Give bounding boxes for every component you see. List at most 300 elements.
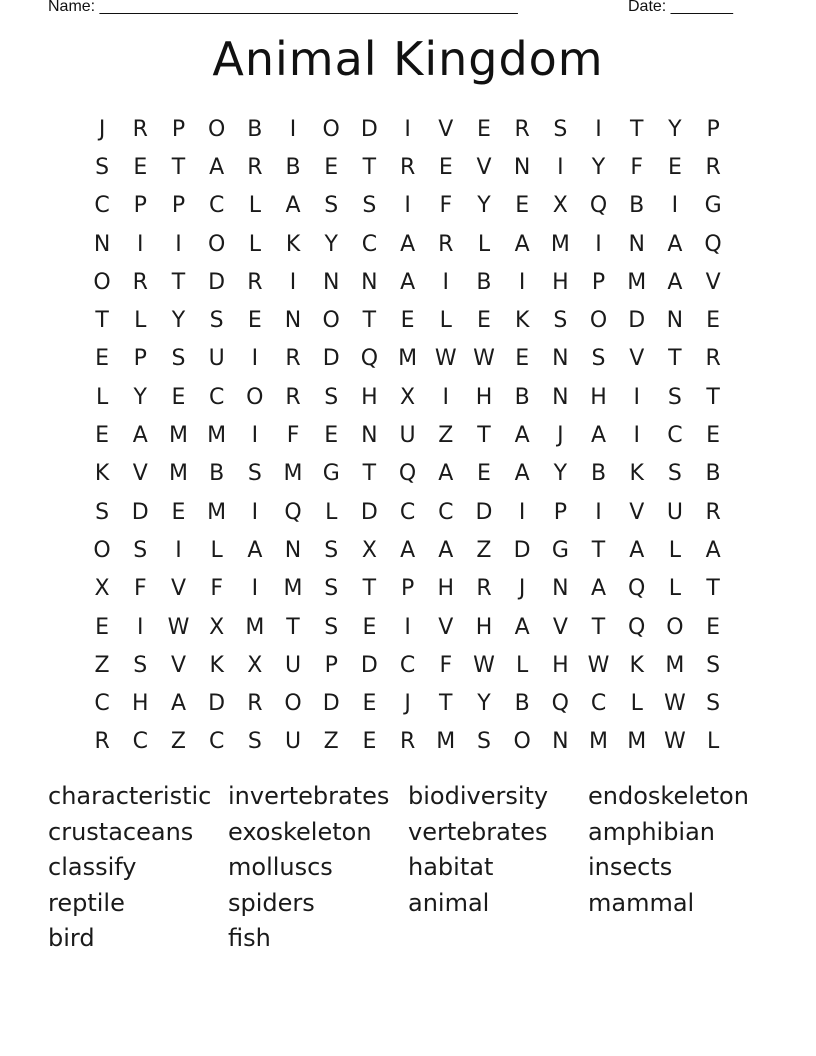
grid-letter: A bbox=[209, 154, 225, 180]
grid-letter: S bbox=[324, 614, 339, 640]
grid-letter: P bbox=[171, 116, 186, 142]
grid-letter: E bbox=[171, 499, 186, 525]
grid-letter: C bbox=[94, 193, 110, 219]
grid-letter: M bbox=[168, 423, 188, 449]
grid-letter: I bbox=[404, 193, 411, 219]
grid-letter: N bbox=[284, 537, 302, 563]
grid-letter: X bbox=[400, 384, 416, 410]
grid-letter: N bbox=[93, 231, 111, 257]
grid-letter: I bbox=[518, 269, 526, 295]
grid-letter: F bbox=[286, 423, 300, 449]
grid-letter: K bbox=[629, 461, 644, 487]
grid-letter: O bbox=[284, 691, 302, 717]
grid-letter: A bbox=[400, 269, 416, 295]
grid-letter: K bbox=[209, 652, 224, 678]
grid-letter: S bbox=[667, 461, 682, 487]
grid-letter: E bbox=[706, 614, 721, 640]
grid-letter: F bbox=[210, 576, 223, 602]
grid-letter: C bbox=[667, 423, 683, 449]
grid-letter: A bbox=[667, 269, 683, 295]
grid-letter: N bbox=[284, 308, 302, 334]
grid-letter: K bbox=[285, 231, 301, 257]
grid-letter: N bbox=[552, 384, 569, 410]
grid-letter: Z bbox=[170, 729, 186, 755]
grid-letter: D bbox=[322, 346, 340, 372]
grid-letter: F bbox=[133, 576, 147, 602]
grid-letter: A bbox=[400, 537, 416, 563]
grid-letter: Y bbox=[171, 308, 186, 334]
grid-letter: R bbox=[132, 269, 148, 295]
grid-letter: S bbox=[95, 154, 110, 180]
grid-letter: L bbox=[325, 499, 338, 525]
grid-letter: T bbox=[362, 308, 377, 334]
grid-letter: R bbox=[514, 116, 530, 142]
grid-letter: L bbox=[630, 691, 643, 717]
grid-letter: R bbox=[399, 154, 416, 180]
grid-letter: A bbox=[591, 576, 607, 602]
grid-letter: E bbox=[477, 461, 491, 487]
grid-letter: O bbox=[666, 614, 684, 640]
grid-letter: M bbox=[665, 652, 685, 678]
grid-letter: V bbox=[552, 614, 568, 640]
word-list-item: mammal bbox=[588, 888, 695, 917]
word-list-item: spiders bbox=[228, 888, 315, 917]
grid-letter: T bbox=[591, 537, 606, 563]
grid-letter: I bbox=[251, 576, 259, 602]
date-field-label: Date: _______ bbox=[628, 0, 733, 15]
grid-letter: C bbox=[208, 384, 225, 410]
grid-letter: I bbox=[175, 537, 182, 563]
grid-letter: T bbox=[171, 154, 186, 180]
grid-letter: R bbox=[132, 116, 148, 142]
grid-letter: I bbox=[289, 269, 297, 295]
grid-letter: S bbox=[133, 537, 148, 563]
grid-letter: Y bbox=[133, 384, 147, 410]
grid-letter: V bbox=[629, 499, 645, 525]
grid-letter: E bbox=[171, 384, 186, 410]
grid-letter: A bbox=[438, 537, 454, 563]
grid-letter: C bbox=[94, 691, 110, 717]
word-list-item: insects bbox=[588, 853, 673, 882]
grid-letter: N bbox=[361, 269, 378, 295]
grid-letter: F bbox=[630, 154, 644, 180]
grid-letter: S bbox=[362, 193, 377, 219]
grid-letter: R bbox=[705, 499, 721, 525]
page-title: Animal Kingdom bbox=[212, 32, 604, 86]
grid-letter: D bbox=[628, 308, 646, 334]
grid-letter: I bbox=[671, 193, 679, 219]
grid-letter: H bbox=[361, 384, 378, 410]
grid-letter: I bbox=[633, 384, 640, 410]
grid-letter: Y bbox=[324, 231, 338, 257]
grid-letter: O bbox=[93, 269, 111, 295]
grid-letter: W bbox=[434, 346, 457, 372]
grid-letter: L bbox=[248, 193, 261, 219]
grid-letter: I bbox=[442, 269, 450, 295]
word-list-item: molluscs bbox=[228, 853, 333, 882]
grid-letter: S bbox=[324, 384, 339, 410]
grid-letter: T bbox=[362, 154, 377, 180]
grid-letter: E bbox=[133, 154, 148, 180]
grid-letter: A bbox=[514, 461, 530, 487]
grid-letter: S bbox=[553, 308, 568, 334]
grid-letter: V bbox=[132, 461, 148, 487]
grid-letter: J bbox=[518, 576, 526, 602]
grid-letter: Z bbox=[323, 729, 339, 755]
grid-letter: O bbox=[207, 231, 226, 257]
grid-letter: R bbox=[94, 729, 110, 755]
grid-letter: G bbox=[322, 461, 340, 487]
grid-letter: L bbox=[706, 729, 720, 755]
grid-letter: B bbox=[514, 691, 530, 717]
grid-letter: E bbox=[477, 116, 491, 142]
grid-letter: G bbox=[704, 193, 722, 219]
grid-letter: L bbox=[439, 308, 452, 334]
grid-letter: A bbox=[591, 423, 607, 449]
grid-letter: R bbox=[247, 691, 263, 717]
grid-letter: M bbox=[207, 423, 227, 449]
grid-letter: P bbox=[400, 576, 415, 602]
grid-letter: S bbox=[324, 537, 339, 563]
grid-letter: I bbox=[557, 154, 564, 180]
grid-letter: I bbox=[404, 116, 411, 142]
grid-letter: H bbox=[437, 576, 455, 602]
word-list-item: amphibian bbox=[588, 817, 716, 846]
grid-letter: A bbox=[629, 537, 645, 563]
grid-letter: O bbox=[246, 384, 264, 410]
grid-letter: M bbox=[283, 576, 303, 602]
grid-letter: Y bbox=[477, 193, 491, 219]
grid-letter: N bbox=[552, 346, 569, 372]
grid-letter: S bbox=[95, 499, 110, 525]
word-list-item: vertebrates bbox=[408, 817, 548, 846]
grid-letter: N bbox=[513, 154, 531, 180]
grid-letter: A bbox=[132, 423, 148, 449]
word-list-item: exoskeleton bbox=[228, 817, 372, 846]
grid-letter: D bbox=[208, 269, 226, 295]
grid-letter: Z bbox=[438, 423, 454, 449]
grid-letter: B bbox=[209, 461, 225, 487]
grid-letter: N bbox=[361, 423, 378, 449]
grid-letter: L bbox=[516, 652, 529, 678]
grid-letter: D bbox=[208, 691, 226, 717]
grid-letter: N bbox=[552, 729, 569, 755]
grid-letter: Y bbox=[591, 154, 606, 180]
grid-letter: E bbox=[438, 154, 453, 180]
grid-letter: I bbox=[595, 499, 602, 525]
grid-letter: M bbox=[245, 614, 265, 640]
grid-letter: D bbox=[322, 691, 340, 717]
grid-letter: H bbox=[552, 652, 569, 678]
grid-letter: H bbox=[475, 384, 493, 410]
grid-letter: V bbox=[170, 576, 186, 602]
grid-letter: W bbox=[587, 652, 610, 678]
grid-letter: W bbox=[473, 652, 495, 678]
grid-letter: I bbox=[251, 423, 259, 449]
grid-letter: V bbox=[438, 116, 454, 142]
grid-letter: P bbox=[171, 193, 186, 219]
grid-letter: L bbox=[248, 231, 261, 257]
grid-letter: A bbox=[247, 537, 263, 563]
grid-letter: V bbox=[629, 346, 645, 372]
grid-letter: M bbox=[627, 729, 647, 755]
grid-letter: V bbox=[705, 269, 721, 295]
word-list-item: bird bbox=[48, 924, 95, 953]
grid-letter: H bbox=[552, 269, 569, 295]
grid-letter: K bbox=[94, 461, 110, 487]
grid-letter: I bbox=[595, 116, 602, 142]
grid-letter: B bbox=[705, 461, 721, 487]
grid-letter: J bbox=[98, 116, 106, 142]
grid-letter: Q bbox=[360, 346, 379, 372]
grid-letter: T bbox=[286, 614, 300, 640]
grid-letter: A bbox=[514, 231, 530, 257]
grid-letter: I bbox=[404, 614, 411, 640]
grid-letter: R bbox=[438, 231, 454, 257]
grid-letter: R bbox=[399, 729, 416, 755]
grid-letter: B bbox=[285, 154, 301, 180]
grid-letter: I bbox=[251, 346, 259, 372]
grid-letter: R bbox=[705, 154, 721, 180]
grid-letter: E bbox=[362, 691, 377, 717]
grid-letter: S bbox=[133, 652, 148, 678]
grid-letter: D bbox=[360, 652, 378, 678]
grid-letter: O bbox=[589, 308, 608, 334]
grid-letter: S bbox=[667, 384, 682, 410]
grid-letter: I bbox=[289, 116, 297, 142]
grid-letter: D bbox=[475, 499, 493, 525]
grid-letter: E bbox=[515, 193, 530, 219]
grid-letter: Q bbox=[628, 614, 646, 640]
grid-letter: K bbox=[514, 308, 530, 334]
grid-letter: T bbox=[171, 269, 186, 295]
grid-letter: R bbox=[285, 346, 301, 372]
grid-letter: S bbox=[591, 346, 606, 372]
grid-letter: Y bbox=[477, 691, 491, 717]
grid-letter: T bbox=[362, 461, 377, 487]
grid-letter: S bbox=[706, 691, 721, 717]
grid-letter: O bbox=[322, 308, 340, 334]
grid-letter: I bbox=[137, 231, 144, 257]
grid-letter: J bbox=[404, 691, 411, 717]
grid-letter: C bbox=[361, 231, 378, 257]
grid-letter: Z bbox=[476, 537, 492, 563]
grid-letter: E bbox=[95, 346, 110, 372]
grid-letter: S bbox=[171, 346, 186, 372]
grid-letter: S bbox=[553, 116, 568, 142]
grid-letter: A bbox=[705, 537, 721, 563]
grid-letter: M bbox=[627, 269, 647, 295]
grid-letter: P bbox=[324, 652, 338, 678]
grid-letter: A bbox=[285, 193, 301, 219]
grid-letter: H bbox=[132, 691, 149, 717]
grid-letter: O bbox=[322, 116, 340, 142]
grid-letter: W bbox=[473, 346, 495, 372]
grid-letter: Q bbox=[398, 461, 417, 487]
grid-letter: S bbox=[247, 729, 262, 755]
grid-letter: N bbox=[322, 269, 340, 295]
grid-letter: T bbox=[629, 116, 644, 142]
grid-letter: A bbox=[170, 691, 186, 717]
word-list-item: characteristic bbox=[48, 782, 212, 810]
grid-letter: W bbox=[167, 614, 190, 640]
grid-letter: R bbox=[476, 576, 492, 602]
letter-grid bbox=[83, 110, 733, 761]
grid-letter: C bbox=[399, 499, 416, 525]
grid-letter: R bbox=[247, 154, 263, 180]
grid-letter: U bbox=[284, 729, 302, 755]
grid-letter: O bbox=[513, 729, 531, 755]
grid-letter: M bbox=[398, 346, 418, 372]
grid-letter: E bbox=[706, 423, 721, 449]
grid-letter: X bbox=[209, 614, 225, 640]
grid-letter: I bbox=[633, 423, 640, 449]
grid-letter: B bbox=[629, 193, 645, 219]
grid-letter: E bbox=[477, 308, 491, 334]
grid-letter: Q bbox=[551, 691, 569, 717]
grid-letter: C bbox=[438, 499, 454, 525]
grid-letter: S bbox=[209, 308, 224, 334]
grid-letter: S bbox=[476, 729, 491, 755]
grid-letter: O bbox=[93, 537, 111, 563]
grid-letter: W bbox=[664, 729, 686, 755]
grid-letter: S bbox=[324, 576, 339, 602]
grid-letter: E bbox=[667, 154, 682, 180]
grid-letter: P bbox=[553, 499, 567, 525]
grid-letter: L bbox=[668, 576, 682, 602]
grid-letter: C bbox=[208, 729, 225, 755]
grid-letter: H bbox=[590, 384, 607, 410]
grid-letter: L bbox=[210, 537, 223, 563]
grid-letter: E bbox=[95, 614, 110, 640]
grid-letter: T bbox=[591, 614, 606, 640]
word-list-item: endoskeleton bbox=[588, 782, 749, 810]
grid-letter: T bbox=[95, 308, 109, 334]
grid-letter: Y bbox=[553, 461, 568, 487]
grid-letter: S bbox=[706, 652, 721, 678]
grid-letter: Q bbox=[589, 193, 608, 219]
grid-letter: L bbox=[668, 537, 682, 563]
grid-letter: A bbox=[400, 231, 416, 257]
word-list bbox=[48, 779, 788, 957]
grid-letter: Z bbox=[94, 652, 110, 678]
grid-letter: I bbox=[137, 614, 144, 640]
grid-letter: P bbox=[133, 346, 147, 372]
grid-letter: B bbox=[476, 269, 492, 295]
grid-letter: U bbox=[666, 499, 683, 525]
grid-letter: E bbox=[362, 614, 377, 640]
grid-letter: D bbox=[360, 116, 378, 142]
grid-letter: H bbox=[475, 614, 493, 640]
grid-letter: Q bbox=[628, 576, 646, 602]
grid-letter: E bbox=[247, 308, 262, 334]
grid-letter: M bbox=[436, 729, 456, 755]
grid-letter: E bbox=[706, 308, 721, 334]
grid-letter: E bbox=[515, 346, 530, 372]
grid-letter: M bbox=[168, 461, 188, 487]
grid-letter: T bbox=[362, 576, 377, 602]
grid-letter: D bbox=[513, 537, 531, 563]
grid-letter: T bbox=[668, 346, 682, 372]
grid-letter: Q bbox=[704, 231, 722, 257]
grid-letter: G bbox=[551, 537, 569, 563]
grid-letter: V bbox=[476, 154, 492, 180]
grid-letter: W bbox=[664, 691, 686, 717]
grid-letter: X bbox=[361, 537, 377, 563]
grid-letter: I bbox=[251, 499, 259, 525]
grid-letter: T bbox=[477, 423, 491, 449]
grid-letter: X bbox=[247, 652, 263, 678]
grid-letter: V bbox=[438, 614, 454, 640]
header bbox=[48, 0, 748, 20]
grid-letter: P bbox=[591, 269, 606, 295]
grid-letter: R bbox=[285, 384, 301, 410]
name-field-label: Name: _______________________________________________ bbox=[48, 0, 518, 15]
grid-letter: A bbox=[438, 461, 454, 487]
grid-letter: D bbox=[131, 499, 149, 525]
grid-letter: E bbox=[324, 423, 339, 449]
grid-letter: S bbox=[324, 193, 339, 219]
grid-letter: L bbox=[134, 308, 147, 334]
grid-letter: P bbox=[133, 193, 147, 219]
grid-letter: M bbox=[207, 499, 227, 525]
grid-letter: X bbox=[94, 576, 110, 602]
grid-letter: A bbox=[667, 231, 683, 257]
grid-letter: E bbox=[95, 423, 110, 449]
grid-letter: E bbox=[362, 729, 377, 755]
grid-letter: E bbox=[400, 308, 415, 334]
word-list-item: crustaceans bbox=[48, 817, 194, 846]
word-list-item: biodiversity bbox=[408, 782, 549, 810]
grid-letter: K bbox=[629, 652, 644, 678]
grid-letter: M bbox=[550, 231, 570, 257]
grid-letter: I bbox=[518, 499, 526, 525]
grid-letter: I bbox=[595, 231, 602, 257]
grid-letter: U bbox=[208, 346, 225, 372]
word-list-item: invertebrates bbox=[228, 782, 390, 810]
grid-letter: B bbox=[247, 116, 263, 142]
grid-letter: U bbox=[284, 652, 302, 678]
grid-letter: X bbox=[552, 193, 568, 219]
grid-letter: R bbox=[705, 346, 721, 372]
grid-letter: R bbox=[247, 269, 263, 295]
grid-letter: T bbox=[706, 384, 720, 410]
grid-letter: P bbox=[706, 116, 720, 142]
grid-letter: V bbox=[170, 652, 186, 678]
grid-letter: T bbox=[439, 691, 453, 717]
grid-letter: T bbox=[706, 576, 720, 602]
grid-letter: B bbox=[514, 384, 530, 410]
grid-letter: M bbox=[589, 729, 609, 755]
grid-letter: L bbox=[477, 231, 491, 257]
grid-letter: C bbox=[208, 193, 225, 219]
grid-letter: B bbox=[590, 461, 607, 487]
grid-letter: S bbox=[247, 461, 262, 487]
grid-letter: A bbox=[514, 614, 530, 640]
grid-letter: C bbox=[590, 691, 607, 717]
grid-letter: A bbox=[514, 423, 530, 449]
grid-letter: N bbox=[628, 231, 645, 257]
grid-letter: C bbox=[132, 729, 148, 755]
grid-letter: Q bbox=[284, 499, 302, 525]
grid-letter: N bbox=[552, 576, 569, 602]
grid-letter: U bbox=[399, 423, 416, 449]
grid-letter: I bbox=[175, 231, 182, 257]
word-list-item: habitat bbox=[408, 853, 494, 882]
grid-letter: Y bbox=[668, 116, 682, 142]
grid-letter: I bbox=[442, 384, 450, 410]
grid-letter: D bbox=[360, 499, 378, 525]
